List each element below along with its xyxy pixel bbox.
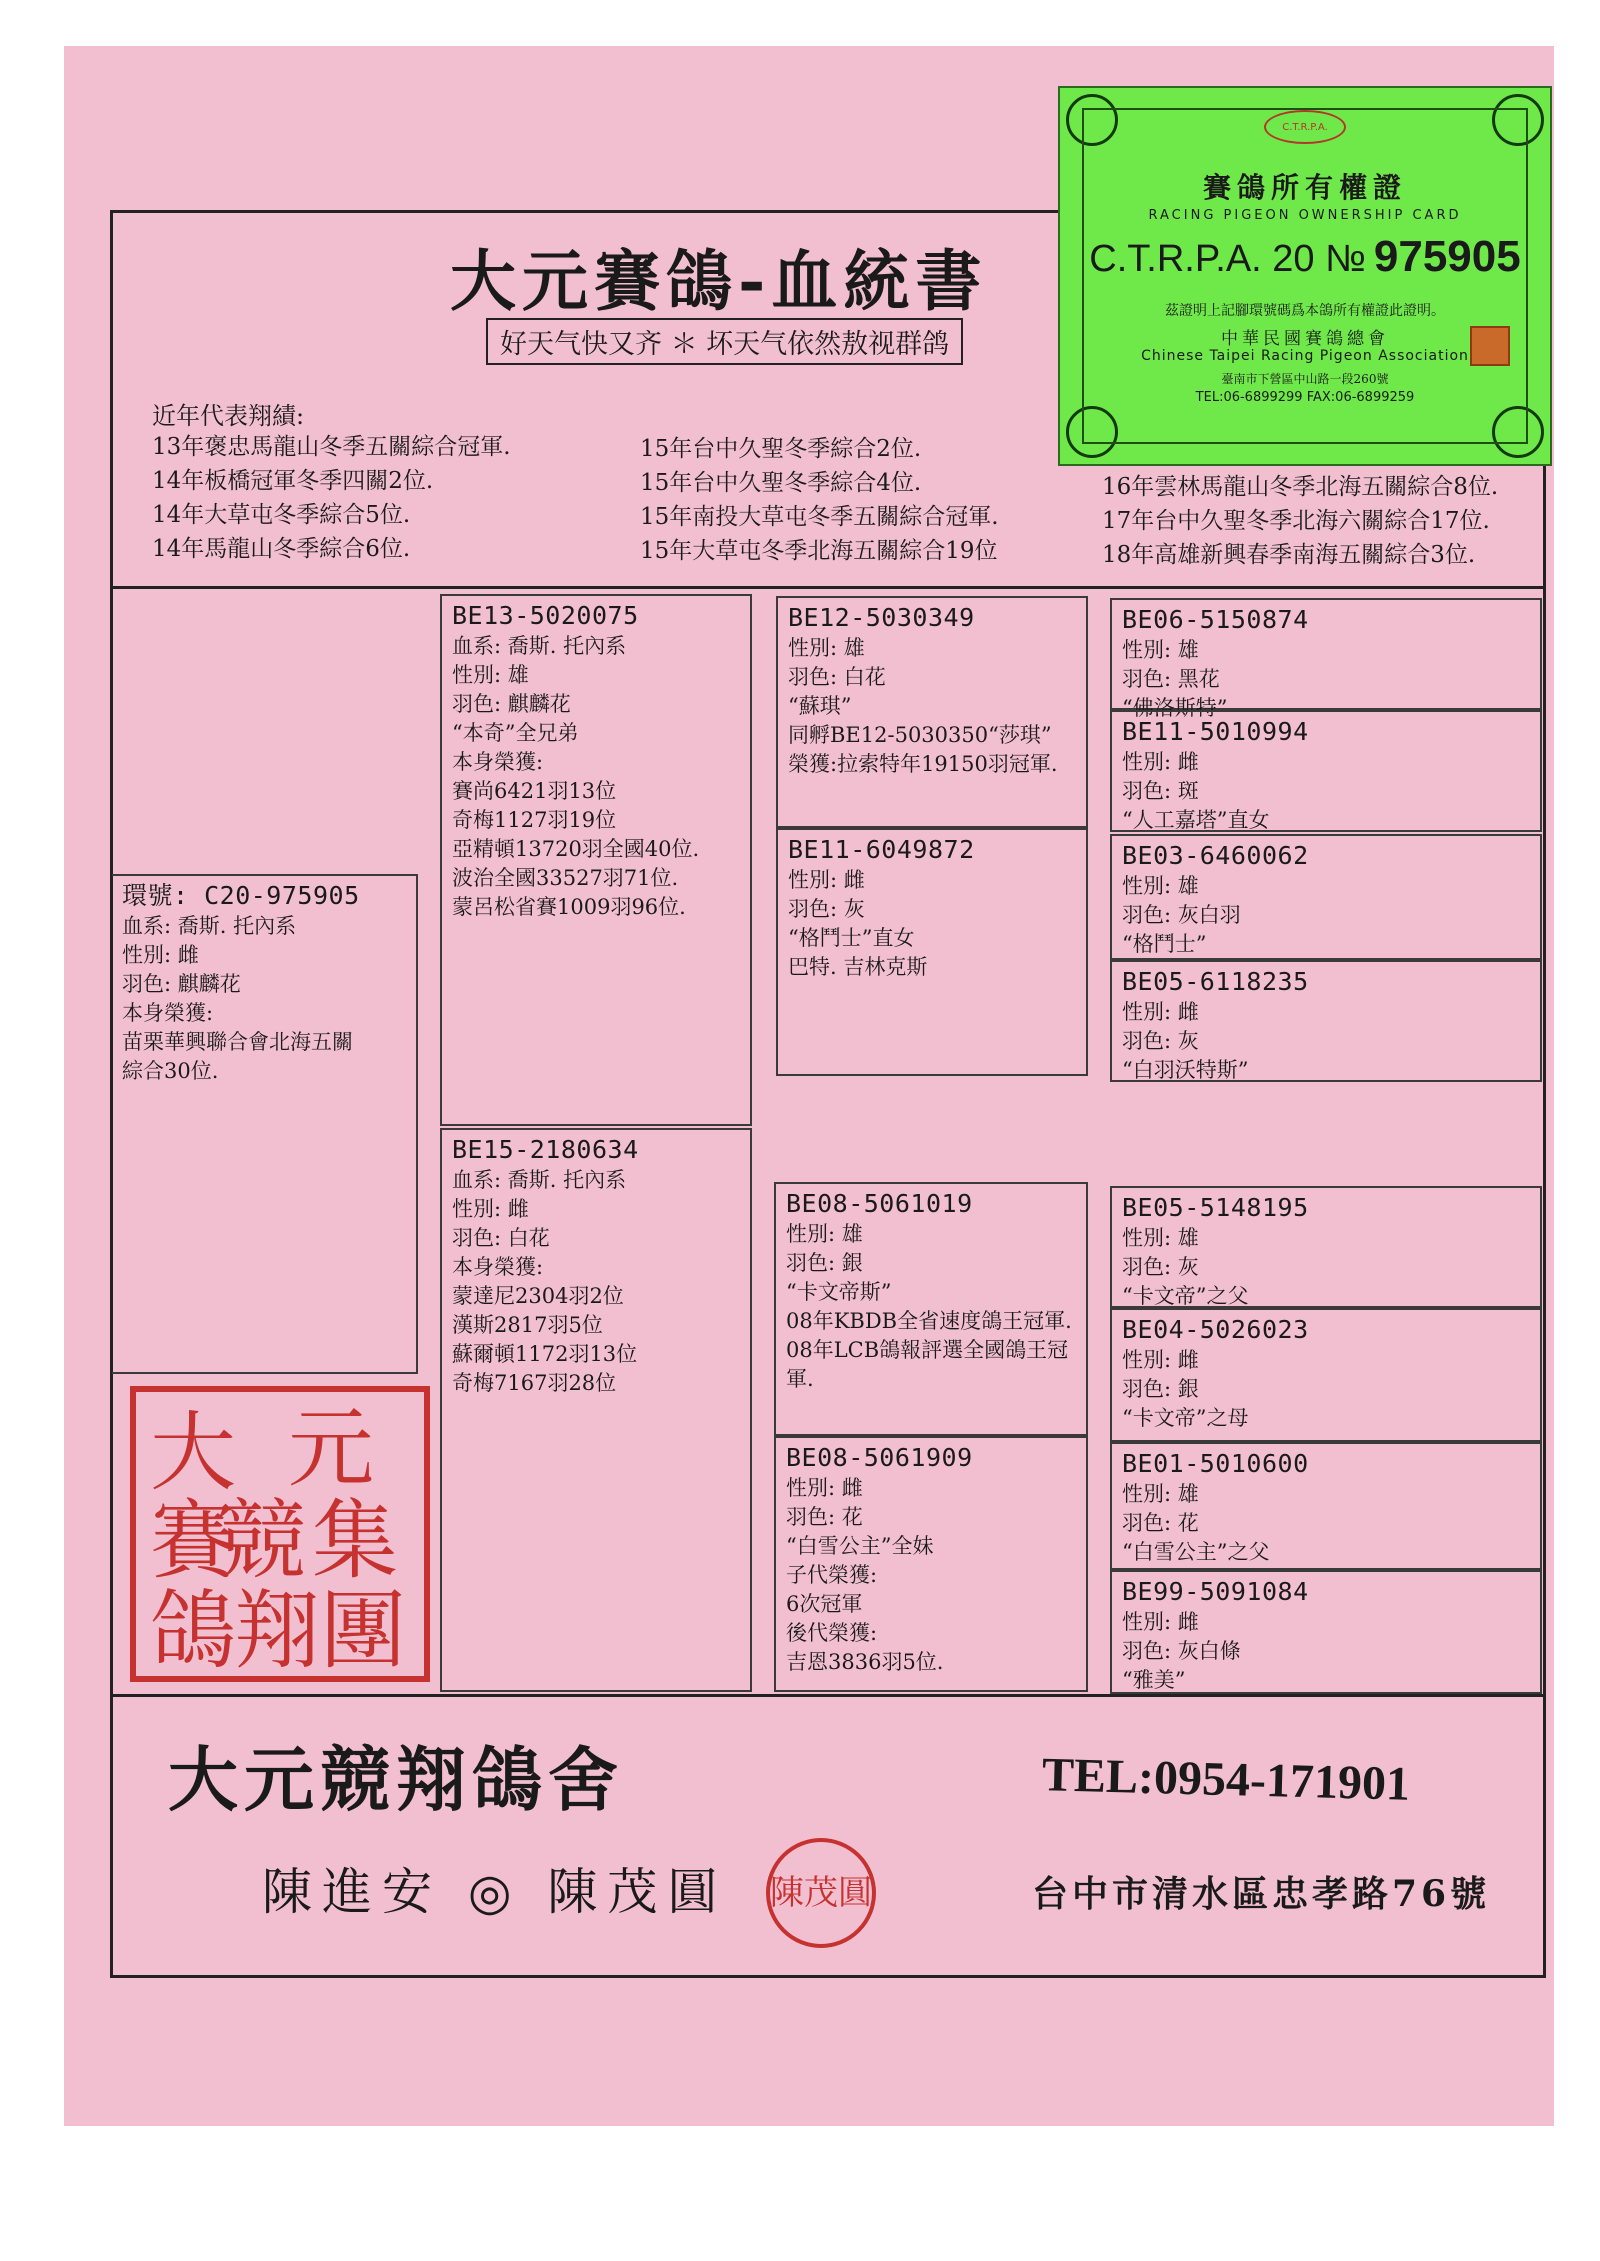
grandparent-detail: 巴特. 吉林克斯 (788, 955, 928, 979)
grandparent-detail: 性別: 雄 (786, 1222, 863, 1246)
loft-phone: TEL:0954-171901 (1041, 1748, 1411, 1811)
grandparent-detail: 08年KBDB全省速度鴿王冠軍. (786, 1309, 1072, 1333)
sire-detail: 賽尚6421羽13位 (452, 779, 617, 803)
pigeon-box (112, 874, 418, 1374)
sire-detail: 奇梅1127羽19位 (452, 808, 617, 832)
grandparent-detail: 羽色: 銀 (786, 1251, 863, 1275)
owners: 陳進安 ◎ 陳茂圓 (262, 1863, 728, 1921)
grandparent-detail: 後代榮獲: (786, 1621, 878, 1645)
great-grandparent-detail: “白羽沃特斯” (1122, 1058, 1249, 1082)
grandparent-box (774, 1182, 1088, 1436)
great-grandparent-detail: 羽色: 灰 (1122, 1255, 1199, 1279)
loft-name: 大元競翔鴿舍 (168, 1738, 624, 1821)
seal-char: 賽 (150, 1491, 236, 1591)
dam-detail: 本身榮獲: (452, 1255, 544, 1279)
great-grandparent-detail: “卡文帝”之母 (1122, 1406, 1249, 1430)
result-item: 15年台中久聖冬季綜合4位. (640, 470, 922, 496)
result-item: 14年馬龍山冬季綜合6位. (152, 536, 411, 562)
card-org-english: Chinese Taipei Racing Pigeon Association (1141, 348, 1469, 364)
grandparent-detail: 羽色: 白花 (788, 665, 886, 689)
grandparent-detail: 08年LCB鴿報評選全國鴿王冠 (786, 1338, 1069, 1362)
grandparent-detail: 性別: 雌 (788, 868, 865, 892)
dam-detail: 蘇爾頓1172羽13位 (452, 1342, 638, 1366)
dam-ring-number: BE15-2180634 (452, 1135, 639, 1164)
card-seal (1470, 326, 1510, 366)
great-grandparent-ring-number: BE04-5026023 (1122, 1315, 1309, 1344)
result-item: 14年大草屯冬季綜合5位. (152, 502, 411, 528)
great-grandparent-detail: 羽色: 灰白羽 (1122, 903, 1241, 927)
grandparent-detail: 軍. (786, 1367, 814, 1391)
card-title: 賽鴿所有權證 (1202, 171, 1407, 204)
card-address: 臺南市下營區中山路一段260號 (1221, 372, 1389, 386)
pigeon-detail: 綜合30位. (122, 1059, 219, 1083)
ownership-card (1058, 86, 1552, 466)
great-grandparent-detail: 羽色: 灰白條 (1122, 1639, 1241, 1663)
loft-address: 台中市清水區忠孝路76號 (1032, 1873, 1491, 1915)
great-grandparent-ring-number: BE05-6118235 (1122, 967, 1309, 996)
seal-char: 團 (320, 1581, 406, 1681)
seal-char: 元 (288, 1399, 374, 1499)
loft-seal-stamp (130, 1386, 430, 1682)
grandparent-ring-number: BE08-5061909 (786, 1443, 973, 1472)
results-column-2 (640, 432, 999, 568)
result-item: 14年板橋冠軍冬季四關2位. (152, 468, 434, 494)
sire-detail: 蒙呂松省賽1009羽96位. (452, 895, 686, 919)
great-grandparent-box (1110, 1442, 1542, 1570)
grandparent-ring-number: BE12-5030349 (788, 603, 975, 632)
seal-char: 鴿 (150, 1581, 236, 1681)
section-divider (110, 586, 1546, 589)
results-column-1 (152, 430, 511, 566)
sire-detail: 亞精頓13720羽全國40位. (452, 837, 700, 861)
sire-detail: 本身榮獲: (452, 750, 544, 774)
great-grandparent-ring-number: BE05-5148195 (1122, 1193, 1309, 1222)
pigeon-detail: 苗栗華興聯合會北海五關 (122, 1030, 353, 1054)
grandparent-detail: 羽色: 花 (786, 1505, 863, 1529)
great-grandparent-detail: “佛洛斯特” (1122, 696, 1228, 720)
sire-detail: 波治全國33527羽71位. (452, 866, 679, 890)
grandparent-detail: “蘇琪” (788, 694, 852, 718)
great-grandparent-ring-number: BE11-5010994 (1122, 717, 1309, 746)
great-grandparent-detail: 性別: 雌 (1122, 750, 1199, 774)
great-grandparent-detail: “雅美” (1122, 1668, 1186, 1692)
great-grandparent-detail: 性別: 雌 (1122, 1610, 1199, 1634)
great-grandparent-detail: 羽色: 花 (1122, 1511, 1199, 1535)
grandparent-detail: 性別: 雄 (788, 636, 865, 660)
great-grandparent-detail: 羽色: 灰 (1122, 1029, 1199, 1053)
great-grandparent-detail: 性別: 雄 (1122, 638, 1199, 662)
great-grandparent-detail: 性別: 雄 (1122, 1482, 1199, 1506)
grandparent-detail: “卡文帝斯” (786, 1280, 892, 1304)
card-number (1060, 232, 1550, 282)
great-grandparent-detail: 性別: 雄 (1122, 1226, 1199, 1250)
dam-detail: 血系: 喬斯. 托內系 (452, 1168, 627, 1192)
seal-char: 翔 (234, 1581, 320, 1681)
motto: 好天气快又齐 ＊ 坏天气依然敖视群鸽 (486, 318, 963, 365)
seal-char: 競 (220, 1491, 306, 1591)
result-item: 18年高雄新興春季南海五關綜合3位. (1102, 542, 1476, 568)
great-grandparent-box (1110, 598, 1542, 720)
sire-detail: “本奇”全兄弟 (452, 721, 579, 745)
result-item: 13年褒忠馬龍山冬季五關綜合冠軍. (152, 434, 511, 460)
results-heading: 近年代表翔績: (152, 402, 305, 430)
great-grandparent-detail: “卡文帝”之父 (1122, 1284, 1249, 1308)
pigeon-ring-number: 環號: C20-975905 (122, 881, 360, 910)
grandparent-box (774, 1436, 1088, 1692)
great-grandparent-ring-number: BE99-5091084 (1122, 1577, 1309, 1606)
grandparent-detail: “格鬥士”直女 (788, 926, 915, 950)
grandparent-detail: “白雪公主”全妹 (786, 1534, 934, 1558)
pigeon-detail: 血系: 喬斯. 托內系 (122, 914, 297, 938)
card-contact: TEL:06-6899299 FAX:06-6899259 (1195, 390, 1415, 405)
grandparent-detail: 羽色: 灰 (788, 897, 865, 921)
great-grandparent-detail: “人工嘉塔”直女 (1122, 808, 1270, 832)
great-grandparent-box (1110, 960, 1542, 1082)
pigeon-detail: 性別: 雌 (122, 943, 199, 967)
sire-ring-number: BE13-5020075 (452, 601, 639, 630)
grandparent-box (776, 596, 1088, 828)
grandparent-box (776, 828, 1088, 1076)
sire-detail: 性別: 雄 (452, 663, 529, 687)
great-grandparent-box (1110, 1186, 1542, 1308)
result-item: 16年雲林馬龍山冬季北海五關綜合8位. (1102, 474, 1499, 500)
card-subtitle: RACING PIGEON OWNERSHIP CARD (1148, 208, 1462, 223)
result-item: 15年台中久聖冬季綜合2位. (640, 436, 922, 462)
grandparent-detail: 性別: 雌 (786, 1476, 863, 1500)
great-grandparent-detail: 羽色: 銀 (1122, 1377, 1199, 1401)
great-grandparent-ring-number: BE06-5150874 (1122, 605, 1309, 634)
great-grandparent-box (1110, 1308, 1542, 1442)
dam-detail: 奇梅7167羽28位 (452, 1371, 617, 1395)
grandparent-detail: 6次冠軍 (786, 1592, 863, 1616)
great-grandparent-detail: 性別: 雄 (1122, 874, 1199, 898)
grandparent-ring-number: BE11-6049872 (788, 835, 975, 864)
great-grandparent-box (1110, 710, 1542, 832)
great-grandparent-ring-number: BE01-5010600 (1122, 1449, 1309, 1478)
card-note: 茲證明上記腳環號碼爲本鴿所有權證此證明。 (1165, 303, 1445, 319)
association-emblem: C.T.R.P.A. (1264, 110, 1346, 144)
result-item: 15年南投大草屯冬季五關綜合冠軍. (640, 504, 999, 530)
great-grandparent-box (1110, 1570, 1542, 1694)
result-item: 15年大草屯冬季北海五關綜合19位 (640, 538, 998, 564)
sire-box (440, 594, 752, 1126)
great-grandparent-box (1110, 834, 1542, 960)
dam-detail: 性別: 雌 (452, 1197, 529, 1221)
dam-detail: 蒙達尼2304羽2位 (452, 1284, 624, 1308)
great-grandparent-detail: 性別: 雌 (1122, 1348, 1199, 1372)
great-grandparent-detail: 性別: 雌 (1122, 1000, 1199, 1024)
seal-char: 大 (150, 1403, 236, 1503)
dam-detail: 羽色: 白花 (452, 1226, 550, 1250)
great-grandparent-ring-number: BE03-6460062 (1122, 841, 1309, 870)
grandparent-detail: 子代榮獲: (786, 1563, 878, 1587)
card-number-prefix: C.T.R.P.A. 20 № (1089, 238, 1366, 280)
seal-char: 集 (312, 1491, 398, 1591)
grandparent-detail: 吉恩3836羽5位. (786, 1650, 944, 1674)
card-org-name: 中華民國賽鴿總會 (1221, 329, 1389, 349)
great-grandparent-detail: “白雪公主”之父 (1122, 1540, 1270, 1564)
card-number-value: 975905 (1373, 232, 1521, 281)
pigeon-detail: 本身榮獲: (122, 1001, 214, 1025)
results-column-3 (1102, 470, 1498, 572)
grandparent-detail: 榮獲:拉索特年19150羽冠軍. (788, 752, 1058, 776)
dam-box (440, 1128, 752, 1692)
grandparent-ring-number: BE08-5061019 (786, 1189, 973, 1218)
sire-detail: 羽色: 麒麟花 (452, 692, 571, 716)
owner-seal: 陳茂圓 (766, 1838, 876, 1948)
result-item: 17年台中久聖冬季北海六關綜合17位. (1102, 508, 1490, 534)
dam-detail: 漢斯2817羽5位 (452, 1313, 603, 1337)
sire-detail: 血系: 喬斯. 托內系 (452, 634, 627, 658)
page-title: 大元賽鴿-血統書 (450, 242, 988, 320)
pigeon-detail: 羽色: 麒麟花 (122, 972, 241, 996)
great-grandparent-detail: “格鬥士” (1122, 932, 1207, 956)
great-grandparent-detail: 羽色: 斑 (1122, 779, 1199, 803)
great-grandparent-detail: 羽色: 黑花 (1122, 667, 1220, 691)
grandparent-detail: 同孵BE12-5030350“莎琪” (788, 723, 1052, 747)
